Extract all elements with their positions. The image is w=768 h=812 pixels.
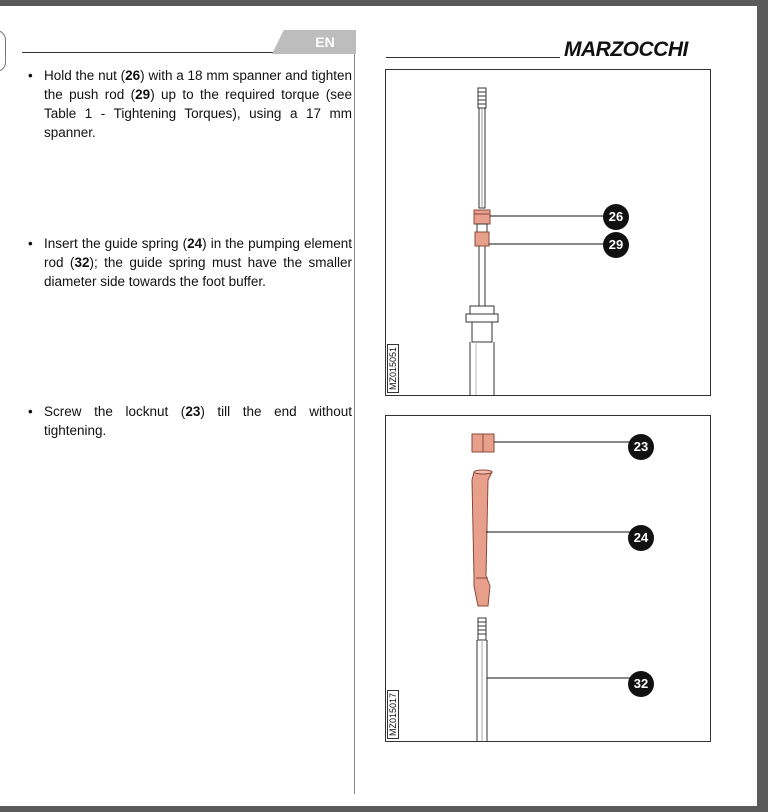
reference-number: 32	[74, 255, 90, 270]
bullet: •	[28, 68, 33, 83]
instruction-segment: Hold the nut (	[44, 68, 126, 83]
figure-code: MZ015017	[387, 690, 399, 739]
instruction-segment: Insert the guide spring (	[44, 236, 188, 251]
instruction-segment: ) in the pumping element rod (	[44, 236, 352, 270]
callout-29: 29	[603, 232, 629, 258]
instruction-segment: ) with a 18 mm spanner and tighten the push rod (	[44, 68, 352, 102]
brand-rule	[386, 57, 560, 58]
guide-spring-illustration	[386, 416, 710, 741]
callout-26: 26	[603, 204, 629, 230]
figure-code: MZ015051	[387, 344, 399, 393]
page-edge-decoration	[0, 30, 6, 72]
figure-guide-spring	[385, 415, 711, 742]
reference-number: 29	[135, 87, 151, 102]
instruction-segment: Screw the locknut (	[44, 404, 186, 419]
window-right-border	[757, 0, 768, 812]
reference-number: 26	[125, 68, 141, 83]
instruction-segment: ); the guide spring must have the smaller diameter side towards the foot buffer.	[44, 255, 353, 289]
callout-23: 23	[628, 434, 654, 460]
bullet: •	[28, 404, 33, 419]
bullet: •	[28, 236, 33, 251]
instruction-item	[28, 402, 352, 440]
manual-page	[0, 6, 757, 806]
instruction-text	[44, 402, 352, 440]
instruction-segment: ) up to the required torque (see Table 1 - Tightening Torques), using a 17 mm spanner.	[44, 87, 352, 140]
instruction-item	[28, 66, 352, 142]
instruction-text	[44, 66, 352, 142]
reference-number: 24	[187, 236, 203, 251]
header-rule	[22, 52, 280, 53]
callout-24: 24	[628, 525, 654, 551]
brand-logo: MARZOCCHI	[564, 38, 688, 61]
reference-number: 23	[185, 404, 201, 419]
language-tab: EN	[315, 34, 335, 50]
instruction-text	[44, 234, 352, 291]
figure-push-rod	[385, 69, 711, 396]
instruction-segment: ) till the end without tightening.	[44, 404, 353, 438]
column-divider	[354, 54, 355, 794]
callout-32: 32	[628, 671, 654, 697]
instruction-item	[28, 234, 352, 291]
push-rod-illustration	[386, 70, 710, 395]
